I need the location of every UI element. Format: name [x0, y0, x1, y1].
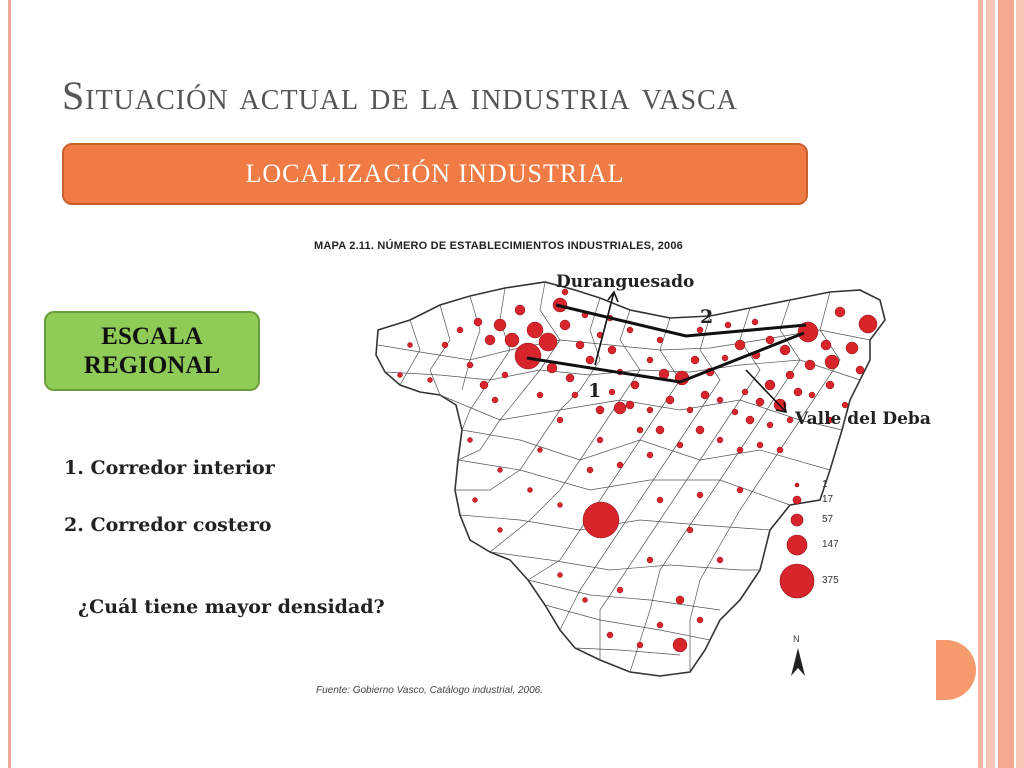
corridor-item-1: 1. Corredor interior	[64, 457, 275, 479]
legend-circle-147	[787, 535, 807, 555]
label-corridor-1: 1	[588, 380, 602, 402]
legend-label-375: 375	[822, 575, 839, 586]
map-title: MAPA 2.11. NÚMERO DE ESTABLECIMIENTOS INDUSTRIALES, 2006	[314, 240, 683, 252]
north-label: N	[793, 634, 800, 644]
map-source: Fuente: Gobierno Vasco, Catálogo industrial, 2006.	[316, 685, 543, 696]
slide-title: Situación actual de la industria vasca	[62, 73, 738, 118]
scale-line-2: REGIONAL	[83, 352, 221, 379]
legend-label-57: 57	[822, 514, 834, 525]
legend-label-147: 147	[822, 539, 839, 550]
label-duranguesado: Duranguesado	[556, 272, 695, 292]
legend-circle-17	[793, 496, 801, 504]
legend-label-17: 17	[822, 494, 834, 505]
label-valle-deba: Valle del Deba	[795, 409, 931, 429]
legend-label-1: 1	[822, 479, 828, 490]
corridor-item-2: 2. Corredor costero	[64, 514, 272, 536]
question-text: ¿Cuál tiene mayor densidad?	[78, 596, 385, 618]
legend-circle-375	[780, 564, 814, 598]
scale-line-1: ESCALA	[101, 323, 203, 350]
legend-circle-1	[795, 483, 799, 487]
label-corridor-2: 2	[700, 306, 714, 328]
section-banner: LOCALIZACIÓN INDUSTRIAL	[62, 143, 808, 205]
north-arrow-icon	[791, 648, 805, 676]
legend-circle-57	[791, 514, 803, 526]
